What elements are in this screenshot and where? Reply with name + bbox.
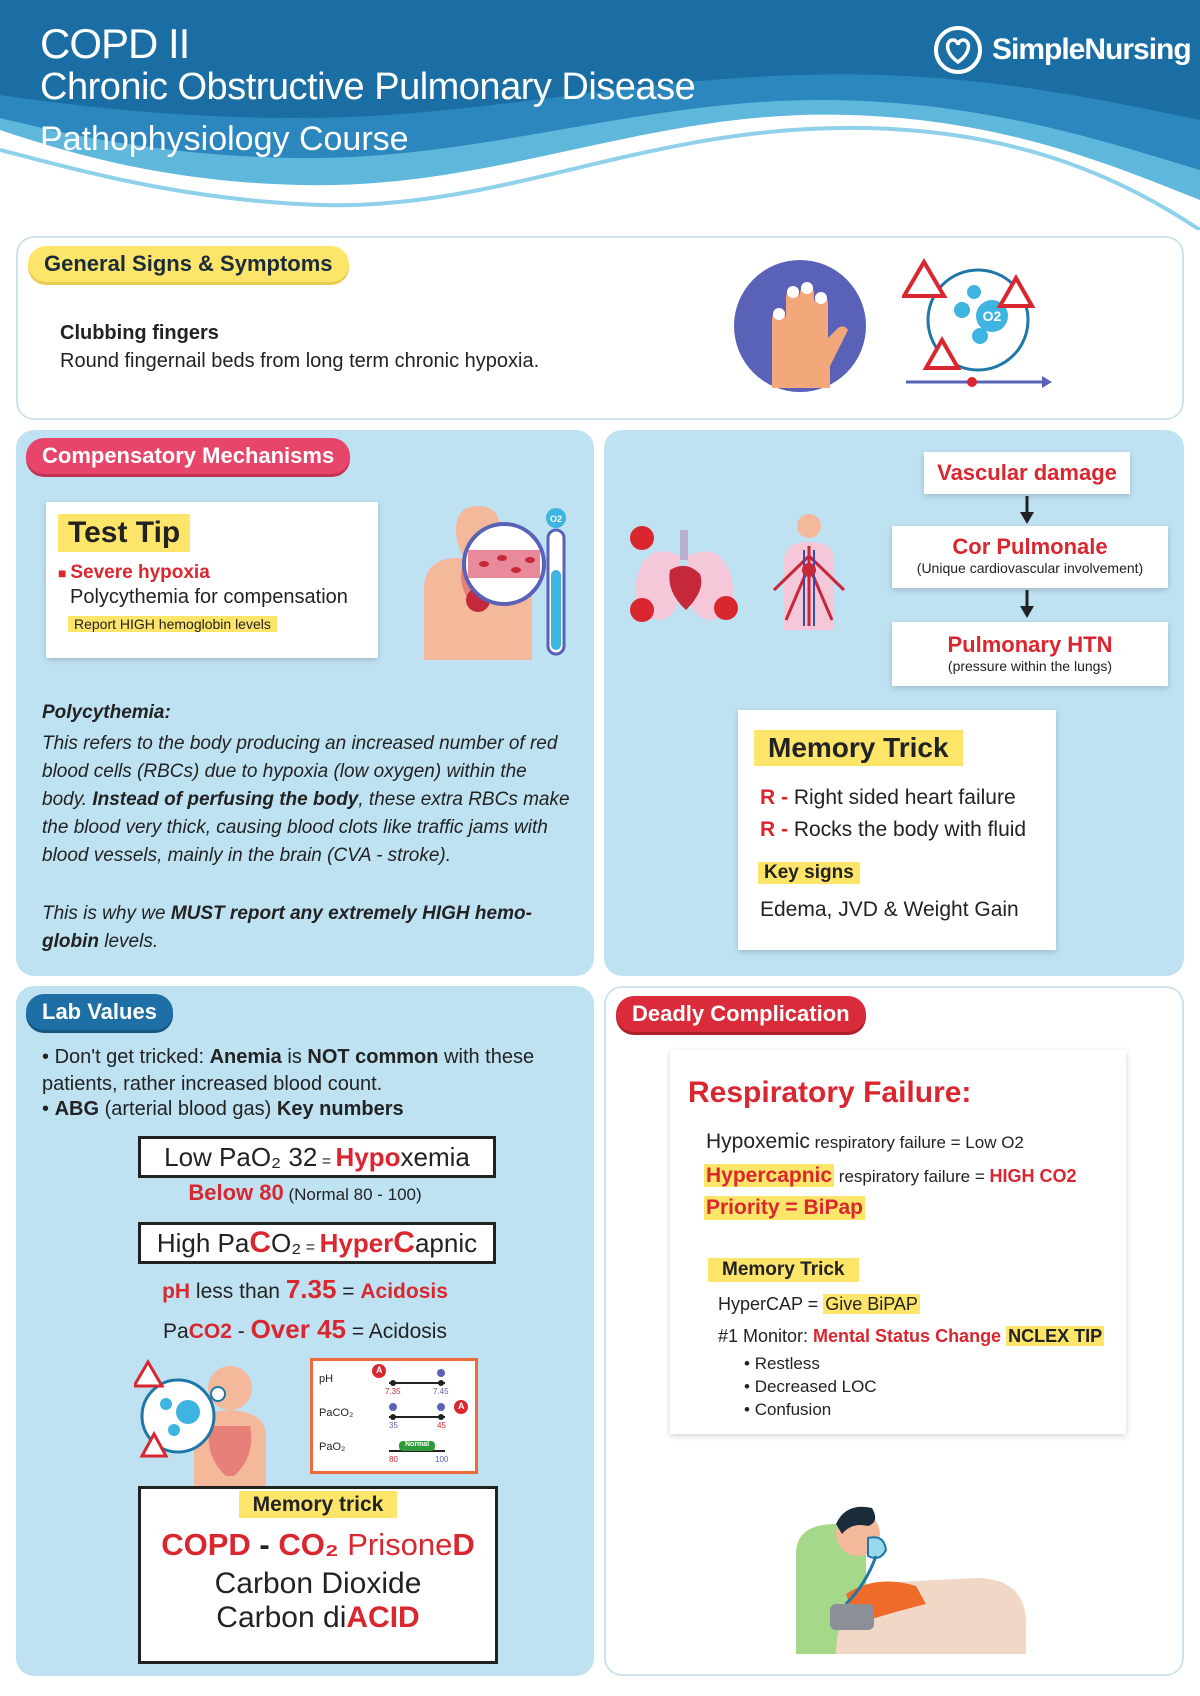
- cor-memory-title: Memory Trick: [754, 730, 963, 766]
- abg-pao2-high: 100: [435, 1455, 449, 1464]
- polycythemia-text: This refers to the body producing an increased number of red blood cells (RBCs) due to hypoxia (low oxygen) within the body. Instead of perfusing the body, these extra RBCs make the blood very thick, causing blood clots like traffic jams with blood vessels, mainly in the brain (CVA - stroke).: [42, 733, 570, 866]
- course-name: Pathophysiology Course: [40, 120, 409, 158]
- abg-ph-high: 7.45: [433, 1387, 449, 1396]
- deadly-memory-label: Memory Trick: [708, 1258, 859, 1282]
- abg-paco2-high: 45: [437, 1421, 446, 1430]
- list-item: • Restless: [744, 1354, 820, 1373]
- abg-normal-label: Normal: [405, 1441, 430, 1448]
- abg-alert-a: A: [458, 1401, 465, 1411]
- key-signs-label: Key signs: [758, 862, 860, 884]
- polycythemia-report-text: This is why we MUST report any extremely HIGH hemo-globin levels.: [42, 903, 532, 952]
- list-item: • Confusion: [744, 1400, 832, 1419]
- paco2-acidosis-text: PaCO2 - Over 45 = Acidosis: [163, 1314, 447, 1344]
- cor-pulmonale-panel: [604, 430, 1184, 976]
- hypercapnic-line: Hypercapnic respiratory failure = HIGH CO2: [706, 1164, 1077, 1187]
- abg-paco2-low: 35: [389, 1421, 398, 1430]
- list-item: • Decreased LOC: [744, 1377, 877, 1396]
- abg-paco2-label: PaCO₂: [319, 1407, 354, 1419]
- clubbing-fingers-icon: [732, 258, 868, 394]
- deadly-complication-panel: [604, 986, 1184, 1676]
- test-tip-title: Test Tip: [58, 514, 190, 552]
- cor-pulmonale-box: Cor Pulmonale (Unique cardiovascular involvement): [892, 526, 1168, 588]
- lab-memory-box: [138, 1486, 498, 1664]
- lab-memory-line3: Carbon diACID: [216, 1601, 420, 1634]
- lab-values-panel: [16, 986, 594, 1676]
- bipap-patient-icon: [776, 1494, 1026, 1654]
- monitor-list: [744, 1352, 877, 1421]
- abg-ph-label: pH: [319, 1373, 334, 1385]
- signs-text: Round fingernail beds from long term chronic hypoxia.: [60, 350, 540, 372]
- compensatory-panel: [16, 430, 594, 976]
- abg-pao2-label: PaO₂: [319, 1441, 346, 1453]
- lab-bullet-anemia: • Don't get tricked: Anemia is NOT common with these patients, rather increased blood count.: [42, 1046, 535, 1095]
- lab-memory-label: Memory trick: [239, 1491, 398, 1518]
- vascular-damage-box: Vascular damage: [924, 452, 1130, 494]
- o2-bubble-label: O2: [549, 514, 563, 524]
- abg-alert-a: A: [376, 1365, 383, 1375]
- brand-name: SimpleNursing: [992, 33, 1191, 66]
- test-tip-bullet: ■ Severe hypoxia: [58, 562, 210, 583]
- signs-heading: Clubbing fingers: [60, 322, 219, 344]
- signs-label: General Signs & Symptoms: [28, 246, 349, 282]
- abg-pao2-low: 80: [389, 1455, 398, 1464]
- brand-logo: [932, 22, 1192, 78]
- high-paco2-box: High PaCO₂ = HyperCapnic: [138, 1222, 496, 1264]
- abg-range-chart: [310, 1358, 478, 1474]
- arrow-down-icon: [1018, 496, 1036, 524]
- header-banner: [0, 0, 1200, 230]
- hypoxemia-body-icon: [134, 1356, 304, 1496]
- cor-memory-r2: R - Rocks the body with fluid: [760, 818, 1027, 841]
- respiratory-failure-card: [670, 1050, 1126, 1434]
- test-tip-card: [46, 502, 378, 658]
- test-tip-highlight: Report HIGH hemoglobin levels: [68, 616, 277, 632]
- monitor-line: #1 Monitor: Mental Status Change NCLEX TIP: [718, 1326, 1103, 1346]
- stethoscope-heart-icon: [932, 24, 984, 76]
- lab-values-label: Lab Values: [26, 994, 173, 1030]
- low-pao2-box: Low PaO₂ 32 = Hypoxemia: [138, 1136, 496, 1178]
- signs-panel: [16, 236, 1184, 420]
- page-subtitle: Chronic Obstructive Pulmonary Disease: [40, 66, 696, 108]
- cor-memory-card: [738, 710, 1056, 950]
- below-80-text: Below 80 (Normal 80 - 100): [188, 1180, 422, 1205]
- circulatory-system-icon: [764, 510, 854, 630]
- pulmonary-htn-box: Pulmonary HTN (pressure within the lungs): [892, 622, 1168, 686]
- lungs-heart-icon: [626, 520, 746, 630]
- hypoxia-warning-icon: [902, 258, 1052, 398]
- key-signs-text: Edema, JVD & Weight Gain: [760, 898, 1019, 921]
- hypoxemic-line: Hypoxemic respiratory failure = Low O2: [706, 1130, 1024, 1153]
- abg-ph-low: 7.35: [385, 1387, 401, 1396]
- page-title: COPD II: [40, 20, 190, 67]
- lab-bullet-abg: • ABG (arterial blood gas) Key numbers: [42, 1098, 404, 1120]
- lab-memory-line1: COPD - CO₂ PrisoneD: [161, 1527, 475, 1562]
- hypercap-memory: HyperCAP = Give BiPAP: [718, 1294, 918, 1314]
- deadly-complication-label: Deadly Complication: [616, 996, 866, 1032]
- cor-memory-r1: R - Right sided heart failure: [760, 786, 1016, 809]
- respiratory-failure-title: Respiratory Failure:: [688, 1076, 972, 1109]
- ph-acidosis-text: pH less than 7.35 = Acidosis: [162, 1274, 448, 1304]
- lab-memory-line2: Carbon Dioxide: [214, 1567, 422, 1600]
- priority-bipap: Priority = BiPap: [706, 1196, 863, 1219]
- polycythemia-heading: Polycythemia:: [42, 702, 171, 723]
- o2-molecule-label: O2: [982, 308, 1002, 324]
- compensatory-label: Compensatory Mechanisms: [26, 438, 350, 474]
- test-tip-line: Polycythemia for compensation: [70, 586, 348, 608]
- arrow-down-icon: [1018, 590, 1036, 618]
- polycythemia-body-icon: [394, 500, 574, 660]
